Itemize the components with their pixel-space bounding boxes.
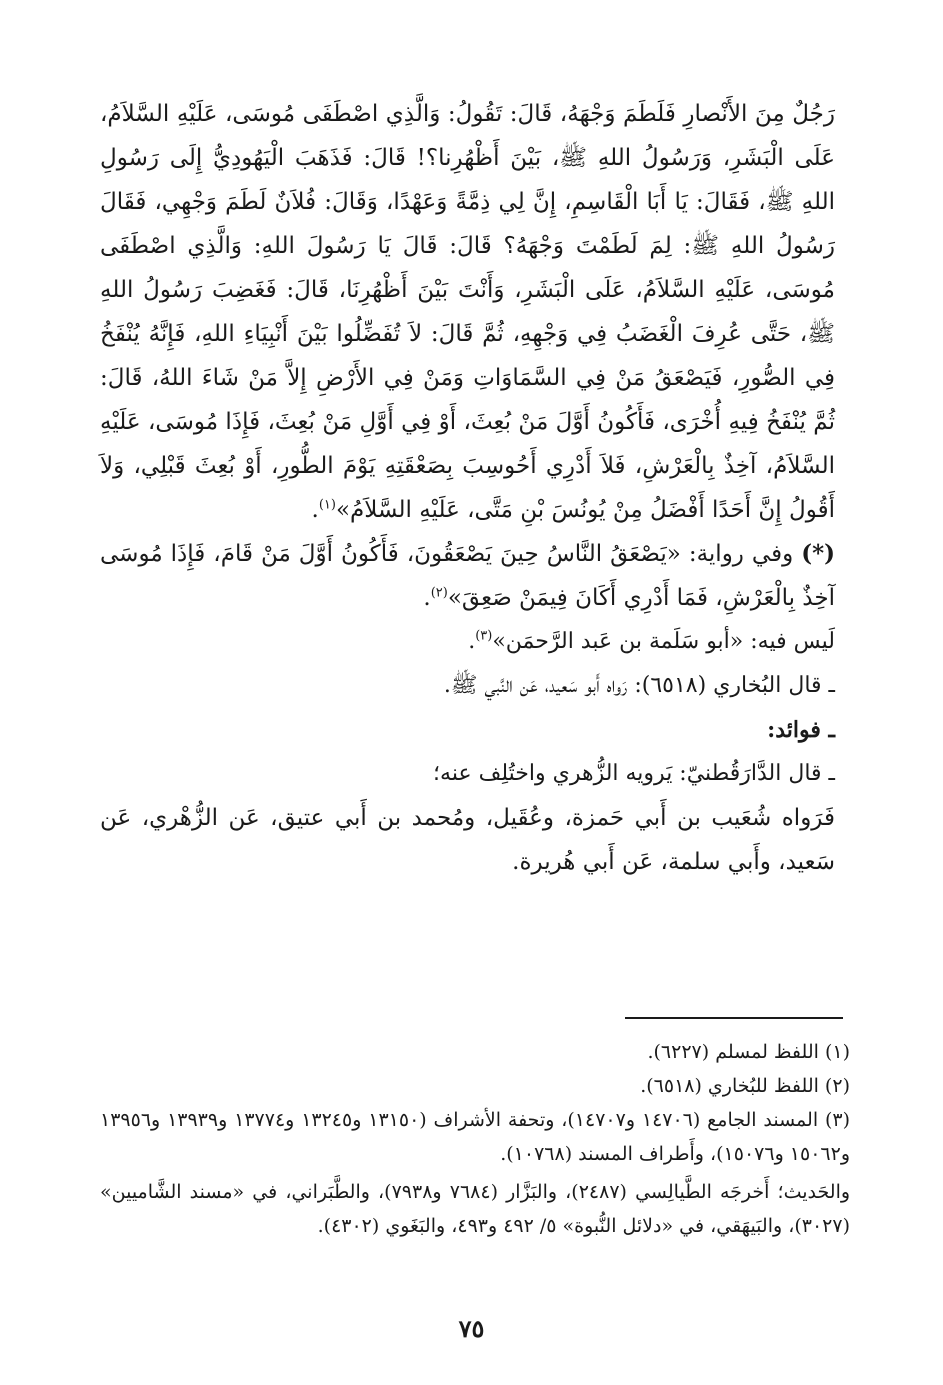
- footnote-1: (١) اللفظ لمسلم (٦٢٢٧).: [647, 1041, 850, 1063]
- hadith-paragraph: رَجُلٌ مِنَ الأَنْصارِ فَلَطَمَ وَجْهَهُ، قَالَ: تَقُولُ: وَالَّذِي اصْطَفَى مُوسَى، عَلَيْهِ السَّلاَمُ، عَلَى الْبَشَرِ، وَرَسُولُ اللهِ ﷺ، بَيْنَ أَظْهُرِنا؟! قَالَ: فَذَهَبَ الْيَهُودِيُّ إِلَى رَسُولِ اللهِ ﷺ، فَقَالَ: يَا أَبَا الْقَاسِمِ، إِنَّ لِي ذِمَّةً وَعَهْدًا، وَقَالَ: فُلاَنٌ لَطَمَ وَجْهِي، فَقَالَ رَسُولُ اللهِ ﷺ: لِمَ لَطَمْتَ وَجْهَهُ؟ قَالَ: قَالَ يَا رَسُولَ اللهِ: وَالَّذِي اصْطَفَى مُوسَى، عَلَيْهِ السَّلاَمُ، عَلَى الْبَشَرِ، وَأَنْتَ بَيْنَ أَظْهُرِنَا، قَالَ: فَغَضِبَ رَسُولُ اللهِ ﷺ، حَتَّى عُرِفَ الْغَضَبُ فِي وَجْهِهِ، ثُمَّ قَالَ: لاَ تُفَضِّلُوا بَيْنَ أَنْبِيَاءِ اللهِ، فَإِنَّهُ يُنْفَخُ فِي الصُّورِ، فَيَصْعَقُ مَنْ فِي السَّمَاوَاتِ وَمَنْ فِي الأَرْضِ إِلاَّ مَنْ شَاءَ اللهُ، قَالَ: ثُمَّ يُنْفَخُ فِيهِ أُخْرَى، فَأَكُونُ أَوَّلَ مَنْ بُعِثَ، أَوْ فِي أَوَّلِ مَنْ بُعِثَ، فَإِذَا مُوسَى، عَلَيْهِ السَّلاَمُ، آخِذٌ بِالْعَرْشِ، فَلاَ أَدْرِي أَحُوسِبَ بِصَعْقَتِهِ يَوْمَ الطُّورِ، أَوْ بُعِثَ قَبْلِي، وَلاَ أَقُولُ إِنَّ أَحَدًا أَفْضَلُ مِنْ يُونُسَ بْنِ مَتَّى، عَلَيْهِ السَّلاَمُ»$^{(١)}$.: [100, 101, 835, 523]
- rawahu-paragraph: فَرَواه شُعَيب بن أَبي حَمزة، وعُقَيل، ومُحمد بن أَبي عتيق، عَن الزُّهْري، عَن سَعيد، وأَبي سلمة، عَن أَبي هُريرة.: [100, 805, 835, 875]
- daraqutni-line: ـ قال الدَّارَقُطنيّ: يَرويه الزُّهري واختُلِف عنه؛: [433, 761, 835, 786]
- main-text-block: [100, 92, 835, 884]
- footnotes-block: [100, 1035, 850, 1243]
- bukhari-line: ـ قال البُخاري (٦٥١٨): رَواه أَبو سَعيد، عَن النَّبي ﷺ.: [443, 673, 835, 698]
- riwaya-text: وفي رواية: «يَصْعَقُ النَّاسُ حِينَ يَصْعَقُونَ، فَأَكُونُ أَوَّلَ مَنْ قَامَ، فَإِذَا مُوسَى آخِذٌ بِالْعَرْشِ، فَمَا أَدْرِي أَكَانَ فِيمَنْ صَعِقَ»: [100, 541, 835, 611]
- laysa-text: لَيس فيه: «أبو سَلَمة بن عَبد الرَّحمَن»: [492, 629, 835, 654]
- footnote-2: (٢) اللفظ للبُخاري (٦٥١٨).: [640, 1075, 850, 1097]
- riwaya-star-marker: (*): [801, 540, 836, 567]
- page-number: ٧٥: [458, 1314, 485, 1343]
- hadith-text: رَجُلٌ مِنَ الأَنْصارِ فَلَطَمَ وَجْهَهُ، قَالَ: تَقُولُ: وَالَّذِي اصْطَفَى مُوسَى، عَلَيْهِ السَّلاَمُ، عَلَى الْبَشَرِ، وَرَسُولُ اللهِ ﷺ، بَيْنَ أَظْهُرِنا؟! قَالَ: فَذَهَبَ الْيَهُودِيُّ إِلَى رَسُولِ اللهِ ﷺ، فَقَالَ: يَا أَبَا الْقَاسِمِ، إِنَّ لِي ذِمَّةً وَعَهْدًا، وَقَالَ: فُلاَنٌ لَطَمَ وَجْهِي، فَقَالَ رَسُولُ اللهِ ﷺ: لِمَ لَطَمْتَ وَجْهَهُ؟ قَالَ: قَالَ يَا رَسُولَ اللهِ: وَالَّذِي اصْطَفَى مُوسَى، عَلَيْهِ السَّلاَمُ، عَلَى الْبَشَرِ، وَأَنْتَ بَيْنَ أَظْهُرِنَا، قَالَ: فَغَضِبَ رَسُولُ اللهِ ﷺ، حَتَّى عُرِفَ الْغَضَبُ فِي وَجْهِهِ، ثُمَّ قَالَ: لاَ تُفَضِّلُوا بَيْنَ أَنْبِيَاءِ اللهِ، فَإِنَّهُ يُنْفَخُ فِي الصُّورِ، فَيَصْعَقُ مَنْ فِي السَّمَاوَاتِ وَمَنْ فِي الأَرْضِ إِلاَّ مَنْ شَاءَ اللهُ، قَالَ: ثُمَّ يُنْفَخُ فِيهِ أُخْرَى، فَأَكُونُ أَوَّلَ مَنْ بُعِثَ، أَوْ فِي أَوَّلِ مَنْ بُعِثَ، فَإِذَا مُوسَى، عَلَيْهِ السَّلاَمُ، آخِذٌ بِالْعَرْشِ، فَلاَ أَدْرِي أَحُوسِبَ بِصَعْقَتِهِ يَوْمَ الطُّورِ، أَوْ بُعِثَ قَبْلِي، وَلاَ أَقُولُ إِنَّ أَحَدًا أَفْضَلُ مِنْ يُونُسَ بْنِ مَتَّى، عَلَيْهِ السَّلاَمُ»: [100, 101, 835, 523]
- footnote-divider: [625, 1017, 843, 1019]
- riwaya-paragraph: (*) وفي رواية: «يَصْعَقُ النَّاسُ حِينَ يَصْعَقُونَ، فَأَكُونُ أَوَّلَ مَنْ قَامَ، فَإِذَا مُوسَى آخِذٌ بِالْعَرْشِ، فَمَا أَدْرِي أَكَانَ فِيمَنْ صَعِقَ»$^{(٢)}$.: [100, 540, 836, 611]
- footnote-ref-3: (٣): [475, 628, 493, 644]
- footnote-3-continuation: والحَديث؛ أَخرجَه الطَّيالِسي (٢٤٨٧)، والبَزَّار (٧٦٨٤ و٧٩٣٨)، والطَّبَراني، في «مسند الشَّاميين» (٣٠٢٧)، والبَيهَقي، في «دلائل النُّبوة» ٥/ ٤٩٢ و٤٩٣، والبَغَوي (٤٣٠٢).: [100, 1181, 851, 1237]
- footnote-ref-2: (٢): [430, 585, 448, 601]
- laysa-fihi-line: لَيس فيه: «أبو سَلَمة بن عَبد الرَّحمَن»$^{(٣)}$.: [468, 628, 835, 654]
- fawaid-heading: ـ فوائد:: [767, 717, 835, 743]
- footnote-ref-1: (١): [318, 497, 336, 513]
- footnote-3: (٣) المسند الجامع (١٤٧٠٦ و١٤٧٠٧)، وتحفة الأشراف (١٣١٥٠ و١٣٢٤٥ و١٣٧٧٤ و١٣٩٣٩ و١٣٩٥٦ و١٥٠٦٢ و١٥٠٧٦)، وأَطراف المسند (١٠٧٦٨).: [100, 1109, 851, 1165]
